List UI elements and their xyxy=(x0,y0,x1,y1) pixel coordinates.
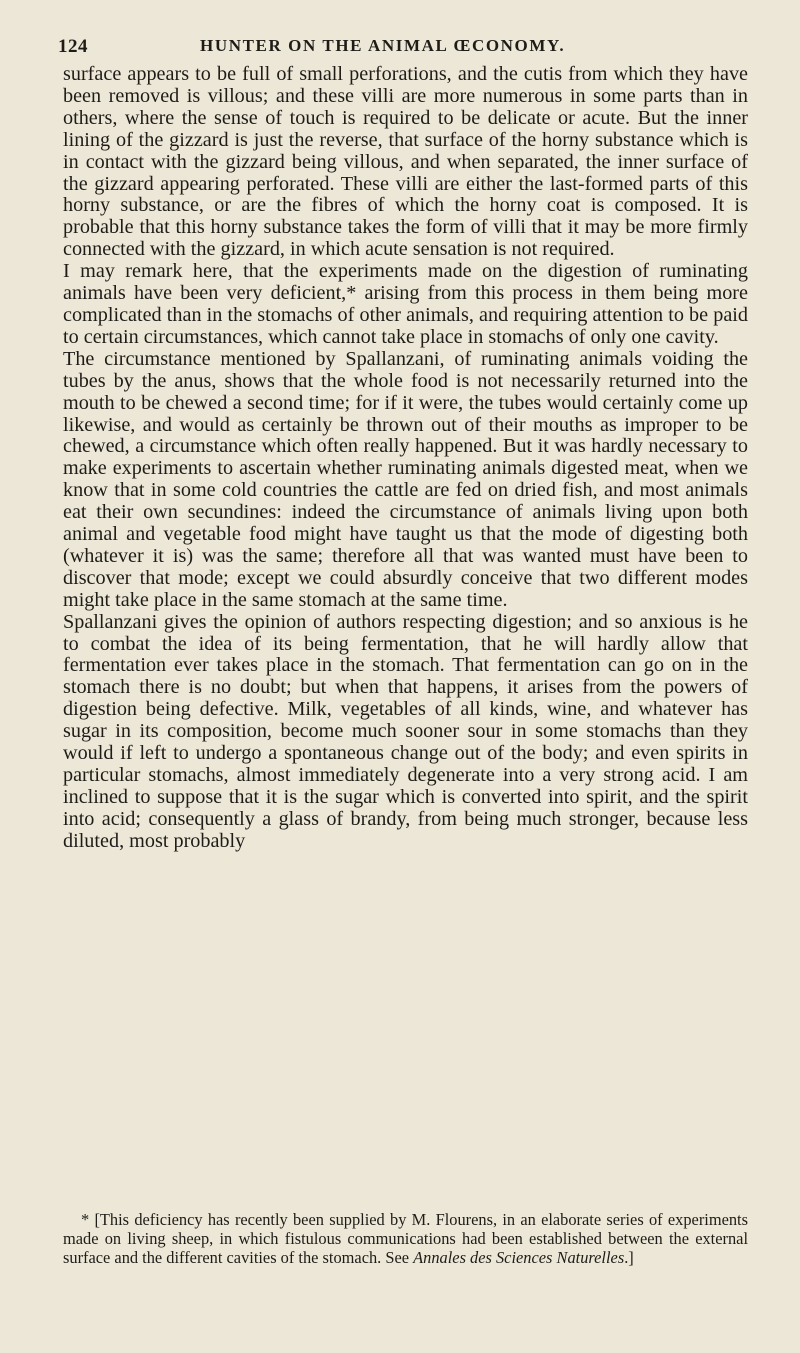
footnote-closing: .] xyxy=(624,1247,634,1267)
paragraph-3: The circumstance mentioned by Spallanzani, of ruminating animals voiding the tubes by the anus, shows that the whole food is not necessarily returned into the mouth to be chewed a second time; for if it were, the tubes would certainly come up likewise, and would as certainly be thrown out of their mouths as improper to be chewed, a circumstance which often really happened. But it was hardly necessary to make experiments to ascertain whether ruminating animals digested meat, when we know that in some cold countries the cattle are fed on dried fish, and most animals eat their own secundines: indeed the circumstance of animals living upon both animal and vegetable food might have taught us that the mode of digesting both (whatever it is) was the same; therefore all that was wanted must have been to discover that mode; except we could absurdly conceive that two different modes might take place in the same stomach at the same time. xyxy=(63,347,748,611)
paragraph-4: Spallanzani gives the opinion of authors respecting digestion; and so anxious is he to combat the idea of its being fermentation, that he will hardly allow that fermentation ever takes place in the stomach. That fermentation can go on in the stomach there is no doubt; but when that happens, it arises from the powers of digestion being defective. Milk, vegetables of all kinds, wine, and whatever has sugar in its composition, become much sooner sour in some stomachs than they would if left to undergo a spontaneous change out of the body; and even spirits in particular stomachs, almost immediately degenerate into a very strong acid. I am inclined to suppose that it is the sugar which is converted into spirit, and the spirit into acid; consequently a glass of brandy, from being much stronger, because less diluted, most probably xyxy=(63,610,748,852)
footnote-paragraph xyxy=(63,1211,748,1267)
page-number: 124 xyxy=(58,36,88,57)
page-header xyxy=(58,36,748,62)
paragraph-2: I may remark here, that the experiments made on the digestion of ruminating animals have been very deficient,* arising from this process in them being more complicated than in the stomachs of other animals, and requiring attention to be paid to certain circumstances, which cannot take place in stomachs of only one cavity. xyxy=(63,260,748,348)
paragraph-1: surface appears to be full of small perforations, and the cutis from which they have been removed is villous; and these villi are more numerous in some parts than in others, where the sense of touch is required to be delicate or acute. But the inner lining of the gizzard is just the reverse, that surface of the horny substance which is in contact with the gizzard being villous, and when separated, the inner surface of the gizzard appearing perforated. These villi are either the last-formed parts of this horny substance, or are the fibres of which the horny coat is composed. It is probable that this horny substance takes the form of villi that it may be more firmly connected with the gizzard, in which acute sensation is not required. xyxy=(63,63,748,261)
footnote-citation: Annales des Sciences Naturelles xyxy=(413,1247,625,1267)
running-head: HUNTER ON THE ANIMAL ŒCONOMY. xyxy=(200,36,566,55)
body-text xyxy=(63,64,748,853)
footnote-text: * [This deficiency has recently been supplied by M. Flourens, in an elaborate series of experiments made on living sheep, in which fistulous communications had been established between the external surface and the different cavities of the stomach. See xyxy=(63,1210,748,1267)
footnote xyxy=(63,1211,748,1267)
